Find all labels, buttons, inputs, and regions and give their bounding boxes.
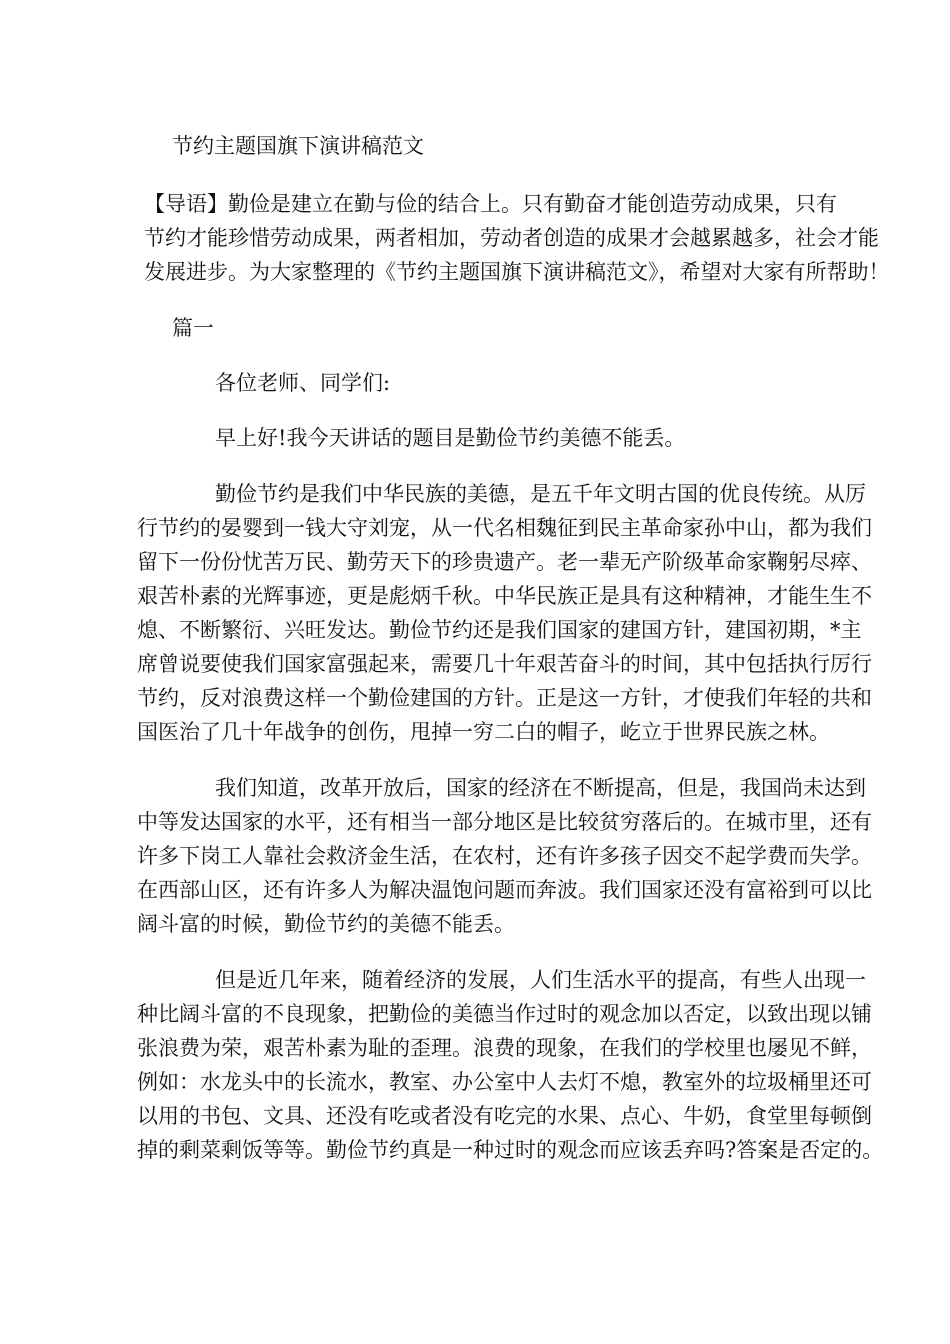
paragraph-2-line: 中等发达国家的水平，还有相当一部分地区是比较贫穷落后的。在城市里，还有 [137,810,872,834]
paragraph-2-line: 阔斗富的时候，勤俭节约的美德不能丢。 [137,912,515,936]
greeting: 早上好!我今天讲话的题目是勤俭节约美德不能丢。 [215,426,686,450]
paragraph-1-line: 勤俭节约是我们中华民族的美德，是五千年文明古国的优良传统。从厉 [215,482,866,506]
paragraph-3-line: 掉的剩菜剩饭等等。勤俭节约真是一种过时的观念而应该丢弃吗?答案是否定的。 [137,1138,884,1162]
paragraph-3-line: 以用的书包、文具、还没有吃或者没有吃完的水果、点心、牛奶，食堂里每顿倒 [137,1104,872,1128]
paragraph-1-line: 节约，反对浪费这样一个勤俭建国的方针。正是这一方针，才使我们年轻的共和 [137,686,872,710]
paragraph-3-line: 种比阔斗富的不良现象，把勤俭的美德当作过时的观念加以否定，以致出现以铺 [137,1002,872,1026]
salutation: 各位老师、同学们: [215,371,391,395]
paragraph-3-line: 例如：水龙头中的长流水，教室、办公室中人去灯不熄，教室外的垃圾桶里还可 [137,1070,872,1094]
paragraph-3-line: 张浪费为荣，艰苦朴素为耻的歪理。浪费的现象，在我们的学校里也屡见不鲜， [137,1036,872,1060]
paragraph-2-line: 我们知道，改革开放后，国家的经济在不断提高，但是，我国尚未达到 [215,776,866,800]
paragraph-1-line: 熄、不断繁衍、兴旺发达。勤俭节约还是我们国家的建国方针，建国初期，*主 [137,618,862,642]
paragraph-2-line: 在西部山区，还有许多人为解决温饱问题而奔波。我们国家还没有富裕到可以比 [137,878,872,902]
paragraph-1-line: 国医治了几十年战争的创伤，甩掉一穷二白的帽子，屹立于世界民族之林。 [137,720,830,744]
section-label: 篇一 [172,316,214,340]
intro-line: 发展进步。为大家整理的《节约主题国旗下演讲稿范文》，希望对大家有所帮助！ [144,260,890,284]
paragraph-2-line: 许多下岗工人靠社会救济金生活，在农村，还有许多孩子因交不起学费而失学。 [137,844,872,868]
paragraph-1-line: 席曾说要使我们国家富强起来，需要几十年艰苦奋斗的时间，其中包括执行厉行 [137,652,872,676]
paragraph-1-line: 留下一份份忧苦万民、勤劳天下的珍贵遗产。老一辈无产阶级革命家鞠躬尽瘁、 [137,550,872,574]
paragraph-1-line: 艰苦朴素的光辉事迹，更是彪炳千秋。中华民族正是具有这种精神，才能生生不 [137,584,872,608]
intro-line: 【导语】勤俭是建立在勤与俭的结合上。只有勤奋才能创造劳动成果，只有 [144,192,837,216]
paragraph-1-line: 行节约的晏婴到一钱大守刘宠，从一代名相魏征到民主革命家孙中山，都为我们 [137,516,872,540]
paragraph-3-line: 但是近几年来，随着经济的发展，人们生活水平的提高，有些人出现一 [215,968,866,992]
document-title: 节约主题国旗下演讲稿范文 [172,134,424,158]
intro-line: 节约才能珍惜劳动成果，两者相加，劳动者创造的成果才会越累越多，社会才能 [144,226,879,250]
